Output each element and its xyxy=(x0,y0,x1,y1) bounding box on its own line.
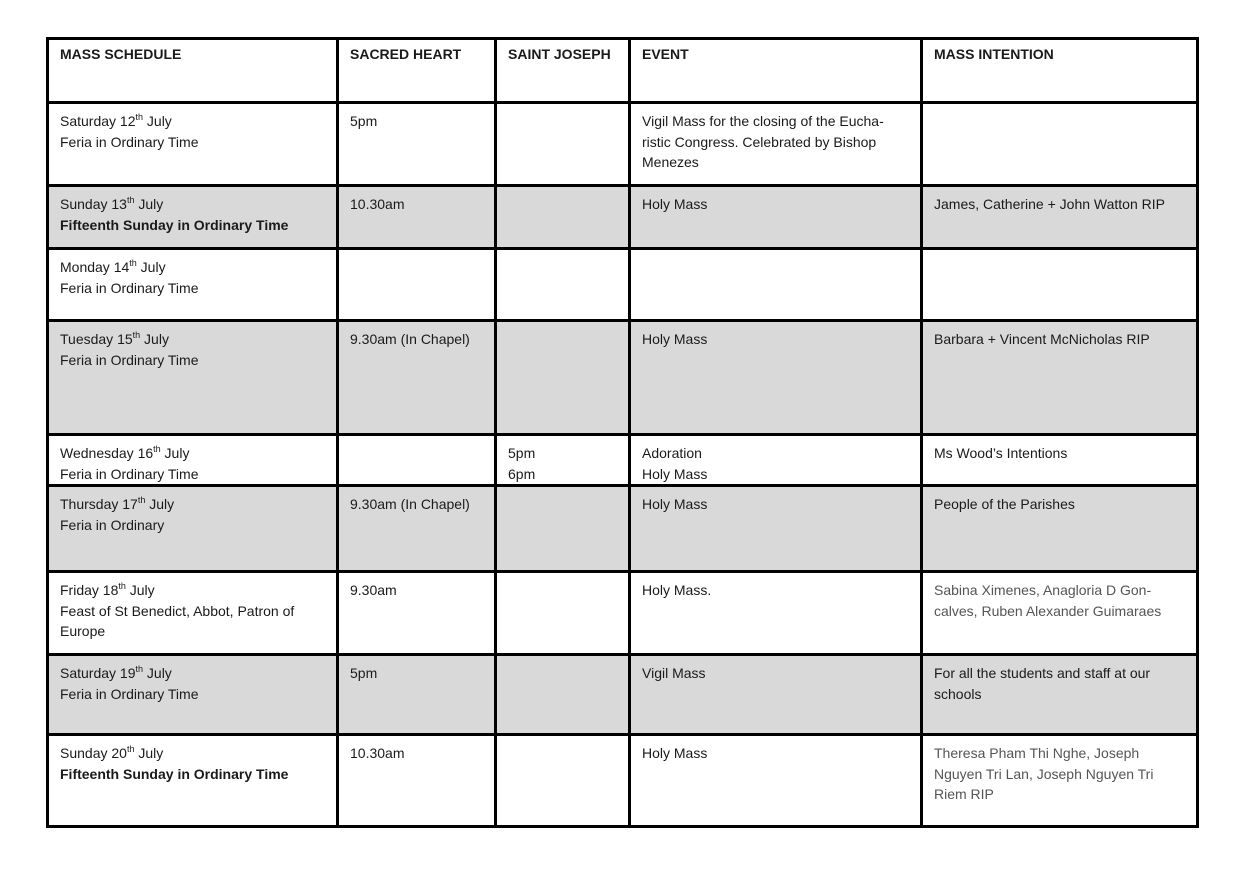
date-month: July xyxy=(134,745,164,761)
event-cell xyxy=(630,655,922,735)
event-cell xyxy=(630,249,922,321)
intention-text: Ms Wood’s Intentions xyxy=(934,445,1068,461)
date-suffix: th xyxy=(129,258,137,268)
sacred-heart-cell xyxy=(338,186,496,249)
feast-label: Feria in Ordinary Time xyxy=(60,133,199,150)
event-text: Holy Mass xyxy=(642,745,708,761)
sacred-heart-time: 10.30am xyxy=(350,745,405,761)
event-text: Adoration Holy Mass xyxy=(642,445,708,482)
table-row xyxy=(48,103,1198,186)
sacred-heart-time: 5pm xyxy=(350,113,378,129)
intention-cell xyxy=(922,435,1198,486)
intention-cell xyxy=(922,186,1198,249)
feast-label: Fifteenth Sunday in Ordinary Time xyxy=(60,216,289,233)
sacred-heart-cell xyxy=(338,321,496,435)
saint-joseph-cell xyxy=(496,249,630,321)
date-line xyxy=(60,257,326,278)
date-line xyxy=(60,329,326,350)
date-month: July xyxy=(136,259,166,275)
sacred-heart-time: 9.30am (In Chapel) xyxy=(350,331,470,347)
sacred-heart-cell xyxy=(338,486,496,572)
feast-label: Feria in Ordinary Time xyxy=(60,685,199,702)
event-cell xyxy=(630,186,922,249)
date-suffix: th xyxy=(137,495,146,505)
date-month: July xyxy=(143,665,172,681)
date-cell xyxy=(48,249,338,321)
table-row xyxy=(48,186,1198,249)
date-day: Saturday 12 xyxy=(60,113,136,129)
date-day: Sunday 13 xyxy=(60,196,127,212)
sacred-heart-cell xyxy=(338,435,496,486)
sacred-heart-time: 10.30am xyxy=(350,196,405,212)
date-cell xyxy=(48,655,338,735)
intention-text: Sabina Ximenes, Anagloria D Gon- calves, Ruben Alexander Guimaraes xyxy=(934,582,1162,619)
sacred-heart-cell xyxy=(338,249,496,321)
saint-joseph-cell xyxy=(496,486,630,572)
table-row xyxy=(48,486,1198,572)
feast-label: Feria in Ordinary Time xyxy=(60,465,199,482)
event-text: Vigil Mass for the closing of the Eucha- ristic Congress. Celebrated by Bishop Menezes xyxy=(642,113,884,170)
date-day: Saturday 19 xyxy=(60,665,136,681)
intention-text: James, Catherine + John Watton RIP xyxy=(934,196,1165,212)
event-text: Vigil Mass xyxy=(642,665,706,681)
mass-schedule-table xyxy=(46,37,1199,828)
sacred-heart-cell xyxy=(338,103,496,186)
event-cell xyxy=(630,103,922,186)
sacred-heart-time: 9.30am xyxy=(350,582,397,598)
sacred-heart-cell xyxy=(338,572,496,655)
date-month: July xyxy=(134,196,164,212)
date-line xyxy=(60,194,326,215)
intention-cell xyxy=(922,735,1198,827)
header-event: EVENT xyxy=(630,39,922,103)
saint-joseph-cell xyxy=(496,186,630,249)
header-saint-joseph: SAINT JOSEPH xyxy=(496,39,630,103)
table-row xyxy=(48,572,1198,655)
date-day: Wednesday 16 xyxy=(60,445,154,461)
date-suffix: th xyxy=(118,581,126,591)
sacred-heart-cell xyxy=(338,735,496,827)
date-line xyxy=(60,743,326,764)
intention-text: For all the students and staff at our schools xyxy=(934,665,1151,702)
intention-cell xyxy=(922,655,1198,735)
date-suffix: th xyxy=(135,112,144,122)
event-cell xyxy=(630,735,922,827)
date-suffix: th xyxy=(126,195,135,205)
intention-cell xyxy=(922,249,1198,321)
table-row xyxy=(48,249,1198,321)
date-month: July xyxy=(145,496,175,512)
date-day: Sunday 20 xyxy=(60,745,127,761)
feast-label: Feria in Ordinary xyxy=(60,516,165,533)
date-month: July xyxy=(143,113,172,129)
date-line xyxy=(60,443,326,464)
event-cell xyxy=(630,435,922,486)
date-cell xyxy=(48,435,338,486)
date-suffix: th xyxy=(135,664,144,674)
date-suffix: th xyxy=(153,444,161,454)
intention-cell xyxy=(922,572,1198,655)
date-line xyxy=(60,663,326,684)
intention-cell xyxy=(922,321,1198,435)
event-cell xyxy=(630,486,922,572)
date-day: Tuesday 15 xyxy=(60,331,133,347)
saint-joseph-cell xyxy=(496,572,630,655)
feast-label: Feast of St Benedict, Abbot, Patron of Europe xyxy=(60,602,295,639)
sacred-heart-time: 5pm xyxy=(350,665,378,681)
saint-joseph-cell xyxy=(496,655,630,735)
feast-label: Fifteenth Sunday in Ordinary Time xyxy=(60,765,289,782)
date-cell xyxy=(48,321,338,435)
date-month: July xyxy=(140,331,169,347)
event-text: Holy Mass xyxy=(642,331,708,347)
date-cell xyxy=(48,486,338,572)
event-cell xyxy=(630,572,922,655)
intention-text: People of the Parishes xyxy=(934,496,1075,512)
header-mass-schedule: MASS SCHEDULE xyxy=(48,39,338,103)
event-cell xyxy=(630,321,922,435)
date-line xyxy=(60,494,326,515)
event-text: Holy Mass. xyxy=(642,582,712,598)
event-text: Holy Mass xyxy=(642,496,708,512)
saint-joseph-time: 5pm 6pm xyxy=(508,445,536,482)
date-day: Monday 14 xyxy=(60,259,130,275)
date-cell xyxy=(48,572,338,655)
intention-text: Theresa Pham Thi Nghe, Joseph Nguyen Tri Lan, Joseph Nguyen Tri Riem RIP xyxy=(934,745,1154,802)
intention-text: Barbara + Vincent McNicholas RIP xyxy=(934,331,1150,347)
date-cell xyxy=(48,735,338,827)
date-cell xyxy=(48,186,338,249)
header-mass-intention: MASS INTENTION xyxy=(922,39,1198,103)
table-row xyxy=(48,435,1198,486)
feast-label: Feria in Ordinary Time xyxy=(60,279,199,296)
table-row xyxy=(48,735,1198,827)
date-line xyxy=(60,580,326,601)
header-row xyxy=(48,39,1198,103)
header-sacred-heart: SACRED HEART xyxy=(338,39,496,103)
sacred-heart-cell xyxy=(338,655,496,735)
date-suffix: th xyxy=(126,744,135,754)
event-text: Holy Mass xyxy=(642,196,708,212)
date-day: Thursday 17 xyxy=(60,496,138,512)
date-line xyxy=(60,111,326,132)
date-cell xyxy=(48,103,338,186)
date-suffix: th xyxy=(132,330,141,340)
date-month: July xyxy=(125,582,155,598)
intention-cell xyxy=(922,103,1198,186)
saint-joseph-cell xyxy=(496,103,630,186)
table-row xyxy=(48,321,1198,435)
feast-label: Feria in Ordinary Time xyxy=(60,351,199,368)
date-day: Friday 18 xyxy=(60,582,119,598)
saint-joseph-cell xyxy=(496,435,630,486)
table-row xyxy=(48,655,1198,735)
intention-cell xyxy=(922,486,1198,572)
saint-joseph-cell xyxy=(496,735,630,827)
sacred-heart-time: 9.30am (In Chapel) xyxy=(350,496,470,512)
date-month: July xyxy=(160,445,190,461)
saint-joseph-cell xyxy=(496,321,630,435)
